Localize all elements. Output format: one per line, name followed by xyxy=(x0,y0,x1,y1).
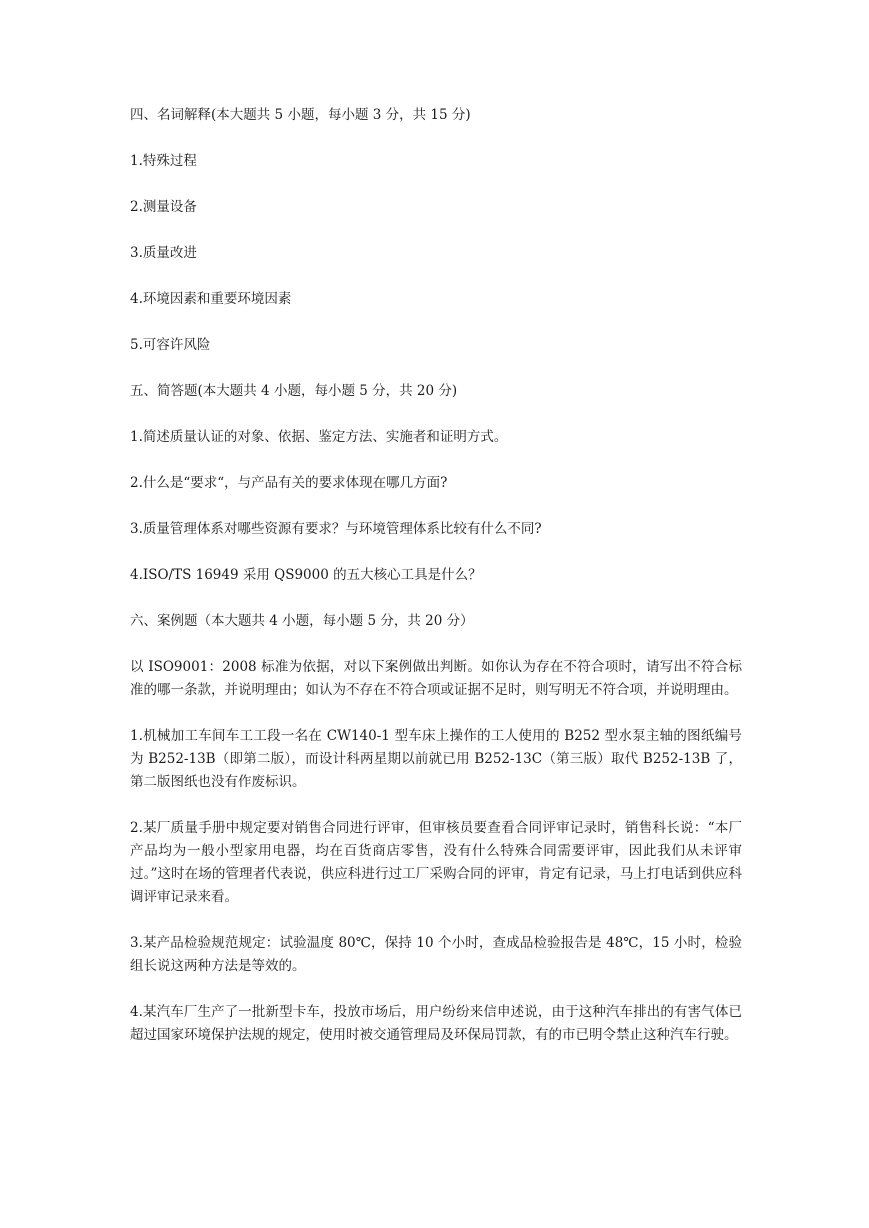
case-item-1: 1.机械加工车间车工工段一名在 CW140-1 型车床上操作的工人使用的 B252 型水泵主轴的图纸编号为 B252-13B（即第二版），而设计科两星期以前就已用 B252-13C（第三版）取代 B252-13B 了，第二版图纸也没有作废标识。 xyxy=(130,728,742,790)
term-item-5: 5.可容许风险 xyxy=(130,337,211,353)
document-page xyxy=(130,104,742,1047)
section4-heading: 四、名词解释(本大题共 5 小题，每小题 3 分，共 15 分) xyxy=(130,107,471,123)
question-item-3: 3.质量管理体系对哪些资源有要求？与环境管理体系比较有什么不同? xyxy=(130,521,542,537)
term-item-4: 4.环境因素和重要环境因素 xyxy=(130,291,292,307)
section5-heading: 五、简答题(本大题共 4 小题，每小题 5 分，共 20 分) xyxy=(130,383,458,399)
section6-heading: 六、案例题（本大题共 4 小题，每小题 5 分，共 20 分） xyxy=(130,613,474,629)
question-item-4: 4.ISO/TS 16949 采用 QS9000 的五大核心工具是什么？ xyxy=(130,567,482,583)
case-item-4: 4.某汽车厂生产了一批新型卡车，投放市场后，用户纷纷来信申述说，由于这种汽车排出的有害气体已超过国家环境保护法规的规定，使用时被交通管理局及环保局罚款，有的市已明令禁止这种汽车行驶。 xyxy=(130,1004,742,1043)
term-item-2: 2.测量设备 xyxy=(130,199,197,215)
question-item-2: 2.什么是“要求“，与产品有关的要求体现在哪几方面? xyxy=(130,475,448,491)
section6-intro: 以 ISO9001：2008 标准为依据，对以下案例做出判断。如你认为存在不符合项时，请写出不符合标准的哪一条款，并说明理由；如认为不存在不符合项或证据不足时，则写明无不符合项，并说明理由。 xyxy=(130,659,742,698)
case-item-3: 3.某产品检验规范规定：试验温度 80℃，保持 10 个小时，查成品检验报告是 48℃，15 小时，检验组长说这两种方法是等效的。 xyxy=(130,935,742,974)
term-item-3: 3.质量改进 xyxy=(130,245,197,261)
question-item-1: 1.简述质量认证的对象、依据、鉴定方法、实施者和证明方式。 xyxy=(130,429,508,445)
term-item-1: 1.特殊过程 xyxy=(130,153,197,169)
case-item-2: 2.某厂质量手册中规定要对销售合同进行评审，但审核员要查看合同评审记录时，销售科长说：“本厂产品均为一般小型家用电器，均在百货商店零售，没有什么特殊合同需要评审，因此我们从未评审过。”这时在场的管理者代表说，供应科进行过工厂采购合同的评审，肯定有记录，马上打电话到供应科调评审记录来看。 xyxy=(130,820,742,905)
